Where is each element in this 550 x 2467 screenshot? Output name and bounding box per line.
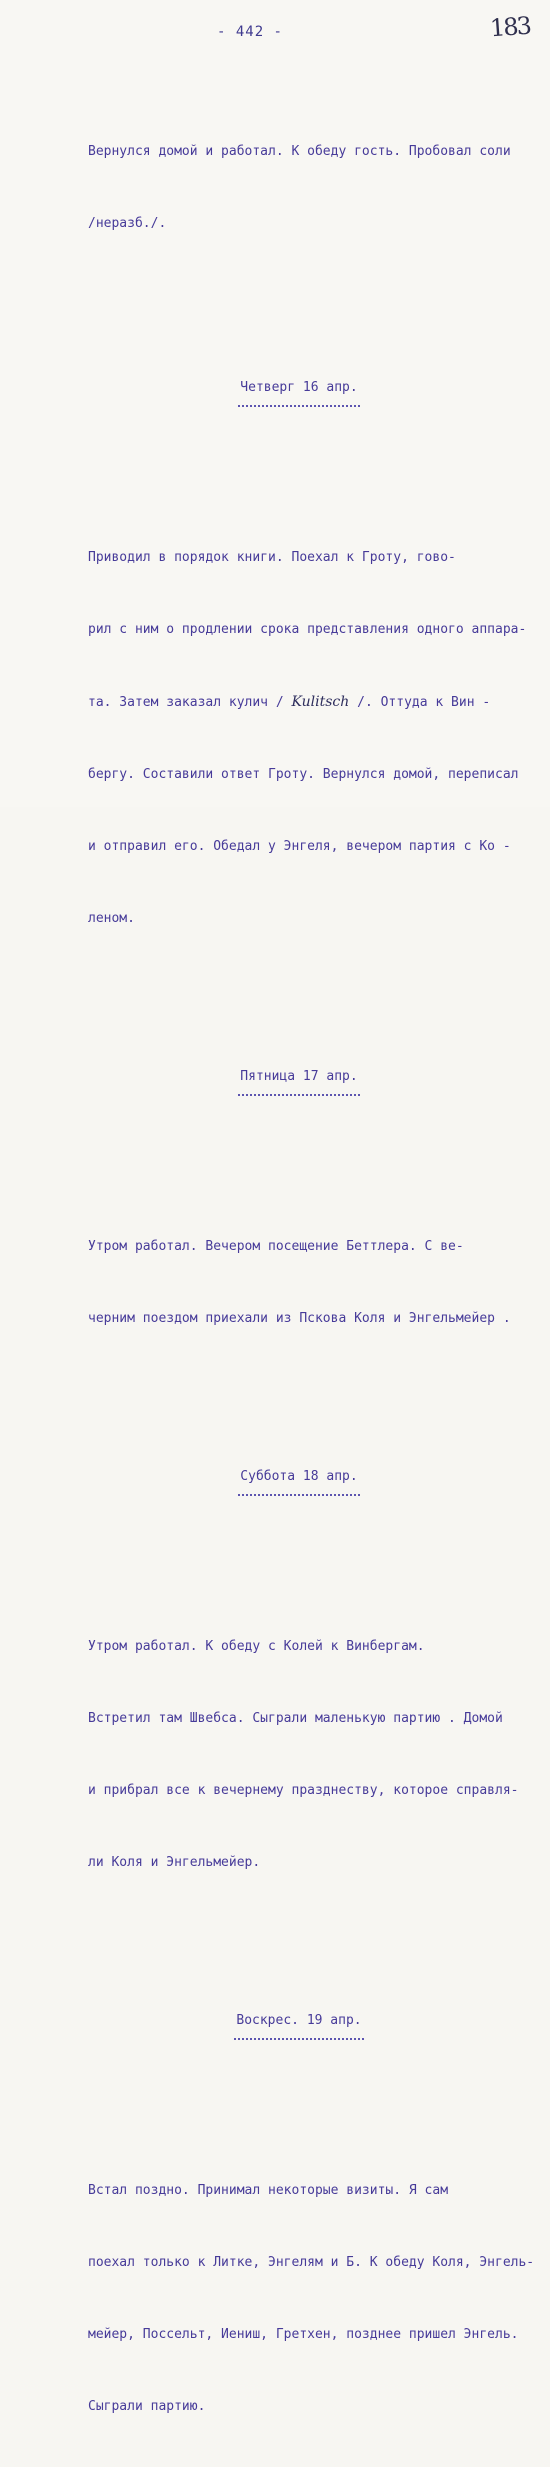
entry-heading-friday: Пятница 17 апр. bbox=[240, 1065, 357, 1097]
entry-heading-saturday: Суббота 18 апр. bbox=[240, 1465, 357, 1497]
diary-text bbox=[88, 92, 538, 2467]
page-number: - 442 - bbox=[216, 24, 283, 40]
friday-line-2: черним поездом приехали из Пскова Коля и Энгельмейер . bbox=[88, 1311, 511, 1326]
handwritten-note: Kulitsch bbox=[291, 694, 350, 710]
folio-number: 183 bbox=[489, 11, 531, 43]
thursday-line-4: бергу. Составили ответ Гроту. Вернулся домой, переписал bbox=[88, 767, 519, 782]
intro-line-1: Вернулся домой и работал. К обеду гость. Пробовал соли bbox=[88, 144, 511, 159]
entry-heading-sunday: Воскрес. 19 апр. bbox=[236, 2009, 361, 2041]
thursday-line-2: рил с ним о продлении срока представления одного аппара- bbox=[88, 622, 527, 637]
thursday-line-6: леном. bbox=[88, 911, 135, 926]
saturday-line-2: Встретил там Швебса. Сыграли маленькую партию . Домой bbox=[88, 1711, 503, 1726]
saturday-line-4: ли Коля и Энгельмейер. bbox=[88, 1855, 261, 1870]
sunday-line-4: Сыграли партию. bbox=[88, 2399, 206, 2414]
sunday-line-1: Встал поздно. Принимал некоторые визиты. Я сам bbox=[88, 2183, 449, 2198]
intro-line-2: /неразб./. bbox=[88, 216, 167, 231]
saturday-line-1: Утром работал. К обеду с Колей к Винбергам. bbox=[88, 1639, 425, 1654]
friday-line-1: Утром работал. Вечером посещение Беттлера. С ве- bbox=[88, 1239, 464, 1254]
entry-heading-thursday: Четверг 16 апр. bbox=[240, 376, 357, 408]
sunday-line-3: мейер, Поссельт, Иениш, Гретхен, позднее пришел Энгель. bbox=[88, 2327, 519, 2342]
thursday-line-1: Приводил в порядок книги. Поехал к Гроту, гово- bbox=[88, 550, 456, 565]
sunday-line-2: поехал только к Литке, Энгелям и Б. К обеду Коля, Энгель- bbox=[88, 2255, 535, 2270]
thursday-line-3: та. Затем заказал кулич / Kulitsch /. Оттуда к Вин - bbox=[88, 694, 491, 710]
thursday-line-5: и отправил его. Обедал у Энгеля, вечером партия с Ко - bbox=[88, 839, 511, 854]
saturday-line-3: и прибрал все к вечернему празднеству, которое справля- bbox=[88, 1783, 519, 1798]
